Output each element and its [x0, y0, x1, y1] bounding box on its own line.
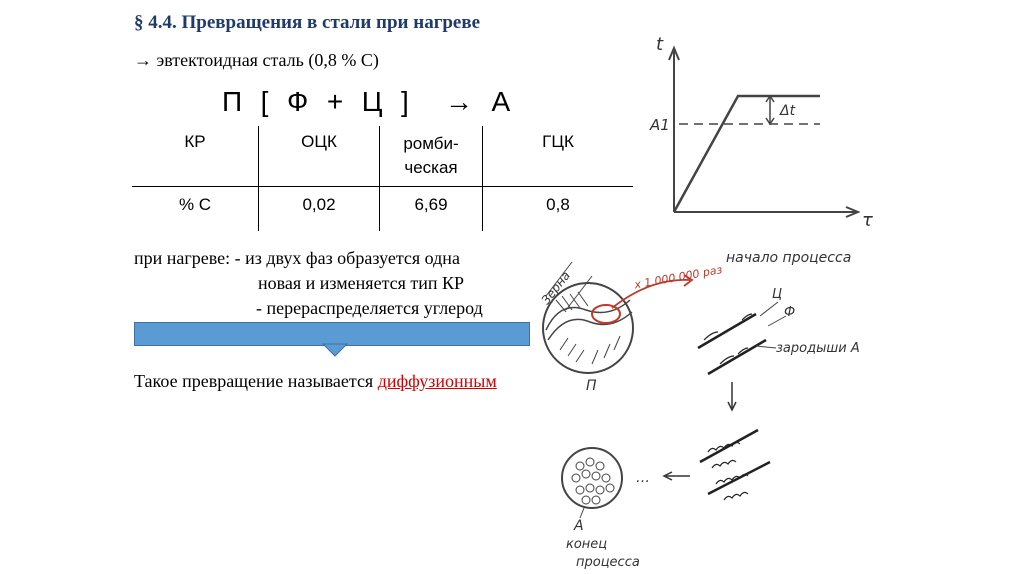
lamellae-start: [698, 314, 766, 374]
grain-label: Зерна: [538, 268, 573, 308]
table-cell: 6,69: [380, 187, 483, 232]
down-arrow-icon: [320, 343, 350, 359]
end-caption-2: процесса: [576, 555, 640, 570]
heating-line-1: при нагреве: - из двух фаз образуется одна: [134, 248, 460, 268]
conclusion-highlight: диффузионным: [377, 371, 497, 391]
heating-notes: [134, 246, 483, 321]
austenite-grain-circle: [562, 448, 622, 508]
p-label: П: [586, 378, 597, 394]
heating-line-3: - перераспределяется углерод: [256, 298, 483, 318]
table-row-label: % С: [132, 187, 259, 232]
axis-t-label: t: [656, 34, 664, 55]
table-cell: 0,02: [259, 187, 380, 232]
heating-line-2: новая и изменяется тип КР: [258, 273, 465, 293]
subtitle: → эвтектоидная сталь (0,8 % С): [134, 50, 379, 70]
c-pointer: [760, 302, 778, 316]
f-label: Ф: [784, 305, 796, 320]
lamellae-growth: [700, 430, 770, 500]
nuclei-label: зародыши А: [776, 341, 860, 356]
start-caption: начало процесса: [726, 250, 852, 266]
conclusion-text: Такое превращение называется: [134, 371, 378, 391]
table-cell: 0,8: [483, 187, 634, 232]
table-header-cell: ГЦК: [483, 126, 634, 187]
conclusion: [134, 371, 497, 392]
a-pointer: [580, 508, 584, 518]
nuclei-pointer: [756, 346, 776, 348]
slide-title: § 4.4. Превращения в стали при нагреве: [134, 12, 481, 33]
table-header-cell: КР: [184, 132, 206, 151]
c-label: Ц: [772, 287, 783, 302]
ellipsis: …: [636, 470, 650, 486]
process-sketch: [530, 30, 900, 574]
a1-label: A1: [650, 116, 670, 134]
table-header-cell: ромби- ческая: [380, 126, 483, 187]
a-label: А: [574, 518, 584, 534]
magnify-label: x 1.000.000 раз: [633, 263, 724, 292]
end-caption-1: конец: [566, 537, 608, 552]
axis-tau-label: τ: [862, 210, 873, 231]
heating-graph: [669, 48, 858, 217]
delta-t-label: Δt: [780, 103, 796, 119]
table-header-cell: ОЦК: [259, 126, 380, 187]
transformation-formula: П [ Ф + Ц ] → А: [222, 86, 512, 117]
